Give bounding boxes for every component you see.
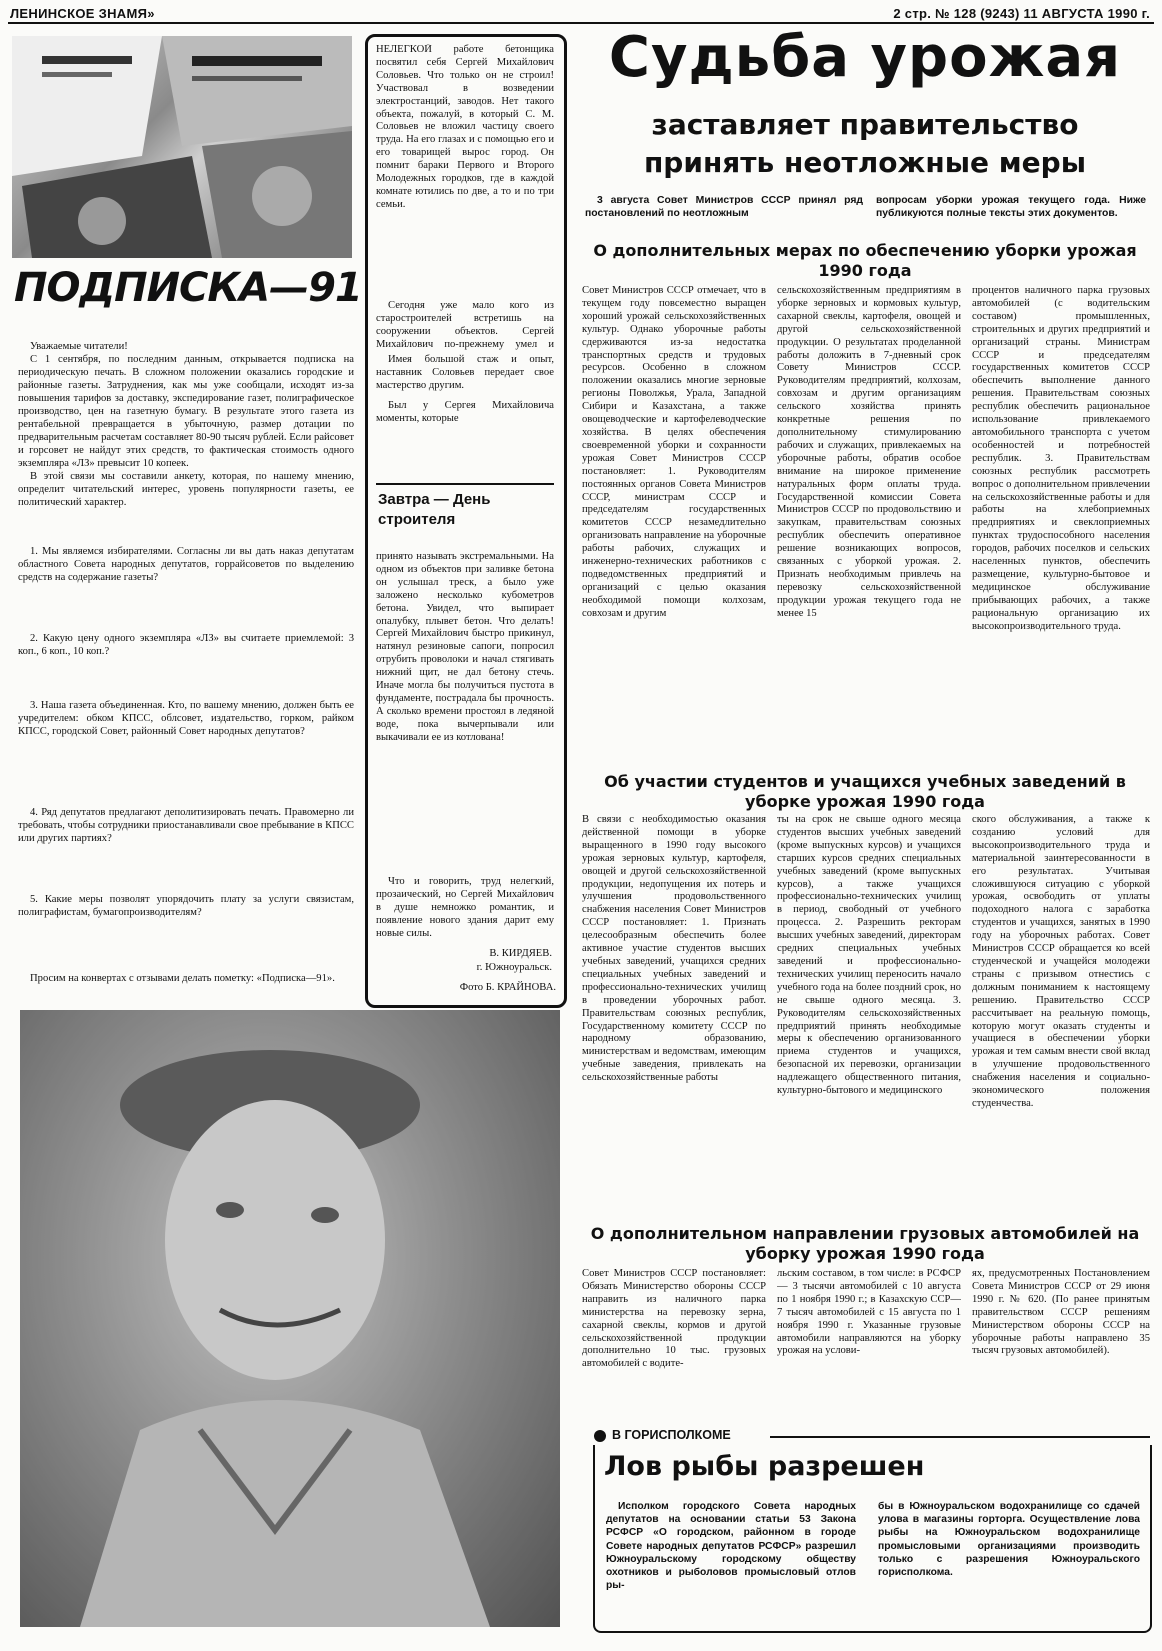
question-4: 4. Ряд депутатов предлагают деполитизировать печать. Правомерно ли требовать, чтобы сотрудники приостанавливали свое пребывание в КПСС или других партиях? <box>18 807 354 844</box>
subhead-rule <box>376 483 554 485</box>
header-rule <box>8 22 1154 24</box>
builder-portrait-photo <box>20 1010 560 1627</box>
section-3-column-2: льским составом, в том числе: в РСФСР — 3 тысячи автомобилей с 10 августа по 1 ноября 1990 г.; в Казахскую ССР—7 тысяч автомобилей с 15 августа по 1 ноября 1990 г. Указанные грузовые автомобили направляются на уборку урожая на услови- <box>777 1268 961 1357</box>
section-2-column-1: В связи с необходимостью оказания действенной помощи в уборке выращенного в 1990 году высокого урожая зерновых культур, картофеля, овощей и другой сельскохозяйственной продукции, недопущения их потерь и улучшения продовольственного снабжения населения Совет Министров СССР постановляет: 1. Признать целесообразным обеспечить более активное участие студентов высших учебных заведений, учащихся средних специальных учебных заведений и профессионально-технических училищ в проведении уборочных работ. Правительствам союзных республик, Государственному комитету СССР по народному образованию, министерствам и ведомствам, имеющим учебные заведения, привлекать на сельскохозяйственные работы <box>582 814 766 1084</box>
section-1-column-3: процентов наличного парка грузовых автомобилей (с водительским составом) промышленных, строительных и других предприятий и организаций страны. Министрам СССР и председателям государственных комитетов СССР обеспечить выполнение данного решения. Правительствам союзных республик обеспечить рациональное использование привлекаемого автомобильного транспорта с учетом особенностей и потребностей республик. 3. Правительствам союзных республик рассмотреть вопрос о дополнительном привлечении на сельскохозяйственные работы и для работы на хлебоприемных предприятиях и свеклоприемных пунктах трудоспособного населения городов, рабочих поселков и сельских населенных пунктов, обеспечить размещение, культурно-бытовое и медицинское обслуживание прибывающих рабочих, а также рациональную организацию их высокопроизводительного труда. <box>972 285 1150 632</box>
harvest-headline: Судьба урожая <box>608 25 1122 90</box>
subscription-title: ПОДПИСКА—91 <box>14 265 362 311</box>
rubric-rule <box>770 1436 1150 1438</box>
fishing-column-1: Исполком городского Совета народных депутатов на основании статьи 53 Закона РСФСР «О городском, районном в городе Совете народных депутатов РСФСР» разрешил Южноуральскому городскому обществу охотников и рыболовов промысловый отлов ры- <box>606 1501 856 1592</box>
builder-portrait-image <box>20 1010 560 1627</box>
masthead-left: ЛЕНИНСКОЕ ЗНАМЯ» <box>10 6 155 21</box>
harvest-lead-2: вопросам уборки урожая текущего года. Ниже публикуются полные тексты этих документов. <box>876 195 1146 219</box>
section-1-column-2: сельскохозяйственным предприятиям в уборке зерновых и кормовых культур, сахарной свеклы, картофеля, овощей и другой сельскохозяйственной продукции. О результатах проделанной работы доложить в 7-дневный срок Совету Министров СССР. Руководителям предприятий, колхозам, совхозам и другим организациям сельского хозяйства принять конкретные решения по дополнительному стимулированию рабочих и служащих, привлекаемых на уборочные работы, обратив особое внимание на широкое применение натуральных форм оплаты труда. Государственной комиссии Совета Министров СССР по продовольствию и закупкам, правительствам союзных республик обеспечить оперативное решение возникающих вопросов, связанных с уборкой урожая. 2. Признать необходимым привлечь на перевозку сельскохозяйственной продукции урожая текущего года не менее 15 <box>777 285 961 619</box>
fishing-title: Лов рыбы разрешен <box>604 1451 925 1482</box>
question-3: 3. Наша газета объединенная. Кто, по вашему мнению, должен быть ее учредителем: обком КПСС, облсовет, издательство, горком, райком КПСС, городской Совет, районный Совет народных депутатов? <box>18 700 354 737</box>
builder-paragraph-6: Что и говорить, труд нелегкий, прозаический, но Сергей Михайлович в душе немножко романтик, и появление нового здания дарит ему новые силы. <box>376 876 554 939</box>
fishing-column-2: бы в Южноуральском водохранилище со сдачей улова в магазины горторга. Осуществление лова рыбы на Южноуральском водохранилище промысловыми организациями производить только с разрешения Южноуральского горисполкома. <box>878 1501 1140 1579</box>
section-3-heading: О дополнительном направлении грузовых автомобилей на уборку урожая 1990 года <box>590 1224 1140 1263</box>
newspapers-photo <box>12 36 352 258</box>
photo-credit: Фото Б. КРАЙНОВА. <box>459 982 556 993</box>
section-3-column-3: ях, предусмотренных Постановлением Совета Министров СССР от 29 июня 1990 г. № 620. (По ранее принятым правительством СССР решениям Министерством обороны СССР на уборочные работы направлено 35 тысяч грузовых автомобилей). <box>972 1268 1150 1357</box>
builder-paragraph-5: принято называть экстремальными. На одном из объектов при заливке бетона он услышал треск, а было уже заложено несколько кубометров бетона. Увидел, что выпирает опалубку, плывет бетон. Что делать! Сергей Михайлович быстро прикинул, натянул резиновые сапоги, попросил отрубить проволоки и начал стягивать нижний щит, не дал бетону стечь. Иначе могла бы получиться пустота в фундаменте, пострадала бы прочность. А сколько времени простоял в ледяной воде, пока вычерпывали или выкачивали ее из котлована! <box>376 551 554 743</box>
section-2-heading: Об участии студентов и учащихся учебных заведений в уборке урожая 1990 года <box>604 772 1126 811</box>
section-2-column-3: ского обслуживания, а также к созданию условий для высокопроизводительного труда и материальной заинтересованности в его результатах. Учитывая сложившуюся ситуацию с уборкой урожая, освободить от уплаты подоходного налога с заработка студентов и учащихся, занятых в 1990 году на уборочных работах. Совет Министров СССР обращается ко всей студенческой и учащейся молодежи страны с призывом отнестись с должным пониманием к настоящему решению. Правительство СССР рассчитывает на реальную помощь, которую могут оказать студенты и учащиеся в обеспечении уборки урожая и тем самым внести свой вклад в улучшение продовольственного снабжения населения и социально-экономического положения студенчества. <box>972 814 1150 1109</box>
builder-paragraph-4: Был у Сергея Михайловича моменты, которые <box>376 400 554 424</box>
section-1-column-1: Совет Министров СССР отмечает, что в текущем году повсеместно выращен хороший урожай сельскохозяйственных культур. Однако уборочные работы сдерживаются из-за недостатка транспортных средств и трудовых ресурсов. Особенно в сложном положении оказались многие зерновые регионы Поволжья, Урала, Западной Сибири и Казахстана, а также овощеводческие и картофелеводческие хозяйства. В целях обеспечения своевременной уборки и сохранности урожая Совет Министров СССР постановляет: 1. Руководителям постоянных органов Совета Министров СССР, министрам СССР и председателям государственных комитетов СССР незамедлительно организовать направление на уборочные работы рабочих, служащих и инженерно-технических работников с подведомственных предприятий и организаций с целью оказания необходимой помощи колхозам, совхозам и другим <box>582 285 766 619</box>
subscription-footer: Просим на конвертах с отзывами делать пометку: «Подписка—91». <box>30 973 335 984</box>
harvest-subtitle-1: заставляет правительство <box>651 108 1079 141</box>
subscription-text <box>18 340 354 509</box>
intro: С 1 сентября, по последним данным, открывается подписка на периодическую печать. В сложном положении оказались городские и районные газеты. Затруднения, как мы уже сообщали, исходят из-за повышения тарифов за доставку, экспедирование газет, полиграфическое производство, цен на газетную бумагу. В результате этого газета из рентабельной превращается в убыточную, размер дотации по предварительным расчетам составляет 80-90 тысяч рублей. Если райсовет и горсовет не найдут этих средств, то фактическая стоимость одного экземпляра «ЛЗ» превысит 10 копеек. <box>18 354 354 469</box>
issue-info: 2 стр. № 128 (9243) 11 АВГУСТА 1990 г. <box>893 6 1150 21</box>
rubric-bullet-icon <box>594 1430 606 1442</box>
newspapers-collage-image <box>12 36 352 258</box>
harvest-lead-1: 3 августа Совет Министров СССР принял ряд постановлений по неотложным <box>585 195 863 219</box>
builder-paragraph-2: Сегодня уже мало кого из старостроителей встретишь на сооружении объектов. Сергей Михайлович по-прежнему умел и <box>376 300 554 350</box>
builder-author: В. КИРДЯЕВ. <box>489 948 552 959</box>
section-3-column-1: Совет Министров СССР постановляет: Обязать Министерство обороны СССР направить из наличного парка министерства на перевозку зерна, сахарной свеклы, кормов и другой сельскохозяйственной продукции дополнительно 10 тыс. грузовых автомобилей с водите- <box>582 1268 766 1370</box>
question-5: 5. Какие меры позволят упорядочить плату за услуги связистам, полиграфистам, бумагопроизводителям? <box>18 894 354 918</box>
builder-paragraph-3: Имея большой стаж и опыт, наставник Соловьев передает свое мастерство другим. <box>376 354 554 391</box>
builder-city: г. Южноуральск. <box>476 962 552 973</box>
rubric-title: В ГОРИСПОЛКОМЕ <box>612 1428 731 1442</box>
section-2-column-2: ты на срок не свыше одного месяца студентов высших учебных заведений (кроме выпускных курсов) и учащихся старших курсов средних специальных учебных заведений (кроме выпускных курсов), а также учащихся профессионально-технических училищ в период, свободный от учебного процесса. 2. Разрешить ректорам высших учебных заведений, директорам средних специальных учебных заведений и профессионально-технических училищ переносить начало учебного года на более поздний срок, но не свыше одного месяца. 3. Руководителям сельскохозяйственных предприятий принять необходимые меры к обеспечению организованного приема студентов и учащихся, безопасной их перевозки, организации надлежащего общественного питания, культурно-бытового и медицинского <box>777 814 961 1097</box>
question-2: 2. Какую цену одного экземпляра «ЛЗ» вы считаете приемлемой: 3 коп., 6 коп., 10 коп.? <box>18 633 354 657</box>
intro-2: В этой связи мы составили анкету, которая, по нашему мнению, определит читательский интерес, уровень популярности газеты, ее политический характер. <box>18 471 354 508</box>
builder-paragraph-1: НЕЛЕГКОЙ работе бетонщика посвятил себя Сергей Михайлович Соловьев. Что только он не строил! Участвовал в возведении электростанций, заводов. Нет такого объекта, пожалуй, в который С. М. Соловьев не вложил частицу своего труда. На его глазах и с помощью его и его товарищей вырос город. Он помнит бараки Первого и Второго Молодежных городков, где в каждой комнате ютились по две, а то и по три семьи. <box>376 44 554 210</box>
section-1-heading: О дополнительных мерах по обеспечению уборки урожая 1990 года <box>593 241 1137 280</box>
builder-subhead: Завтра — День строителя <box>378 491 491 528</box>
greeting: Уважаемые читатели! <box>30 341 128 352</box>
harvest-subtitle-2: принять неотложные меры <box>643 146 1087 179</box>
question-1: 1. Мы являемся избирателями. Согласны ли вы дать наказ депутатам областного Совета народных депутатов, горрайсоветов по выделению средств на содержание газеты? <box>18 546 354 583</box>
